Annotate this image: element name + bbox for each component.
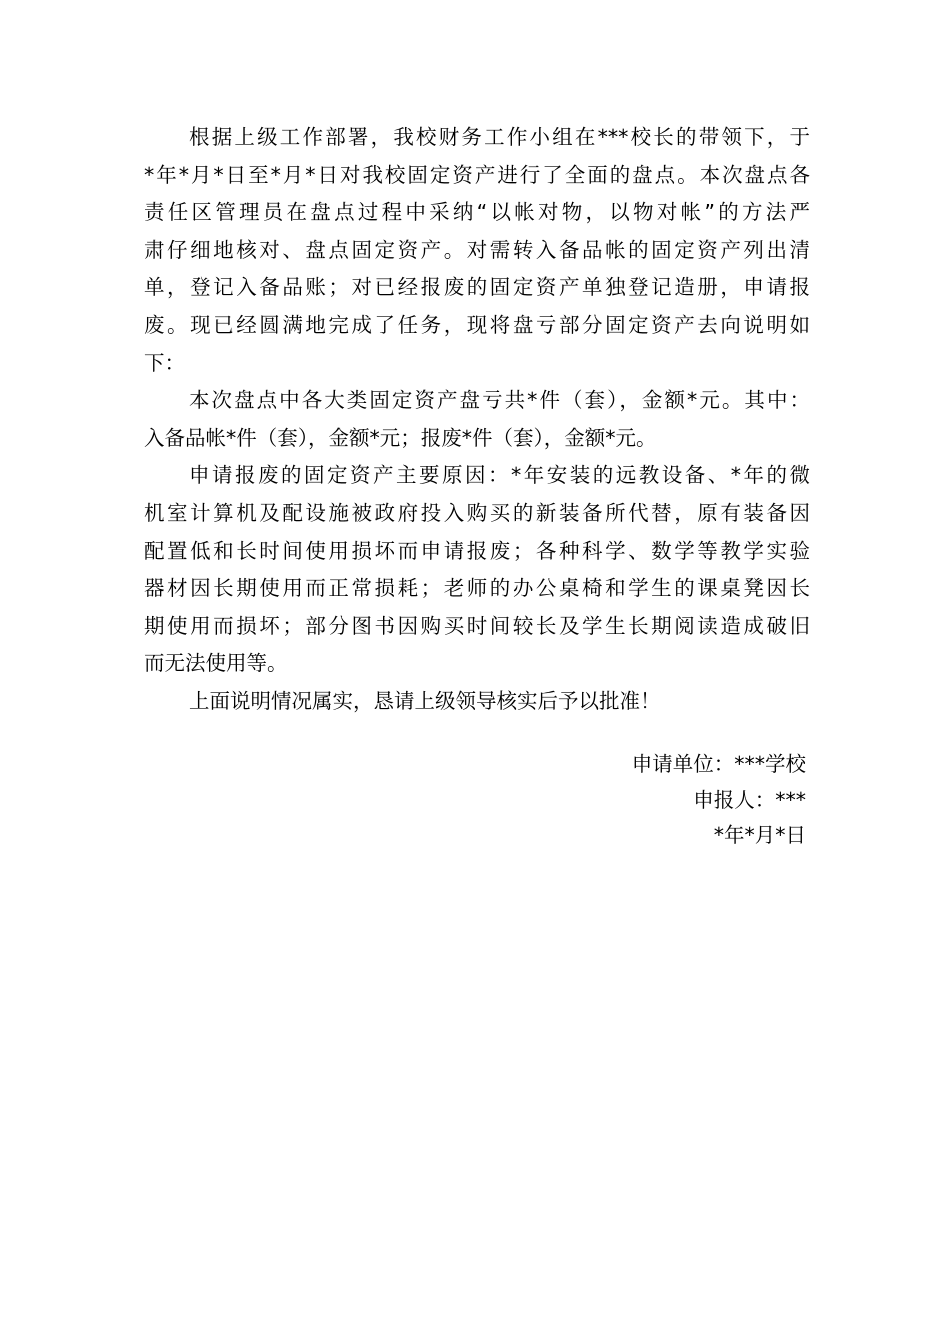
paragraph-line: *年*月*日至*月*日对我校固定资产进行了全面的盘点。本次盘点各 bbox=[144, 162, 810, 187]
paragraph-line: 上面说明情况属实，恳请上级领导核实后予以批准！ bbox=[189, 688, 661, 713]
paragraph-line: 单，登记入备品账；对已经报废的固定资产单独登记造册，申请报 bbox=[144, 275, 810, 300]
paragraph-inventory-intro bbox=[144, 119, 810, 382]
paragraph-line: 本次盘点中各大类固定资产盘亏共*件（套），金额*元。其中： bbox=[189, 388, 810, 413]
document-body bbox=[144, 119, 810, 721]
paragraph-line: 而无法使用等。 bbox=[144, 651, 288, 676]
signature-block bbox=[632, 747, 806, 854]
paragraph-scrap-reasons bbox=[144, 457, 810, 683]
paragraph-line: 责任区管理员在盘点过程中采纳“以帐对物，以物对帐”的方法严 bbox=[144, 200, 810, 225]
date: *年*月*日 bbox=[713, 823, 806, 847]
reporter: 申报人：*** bbox=[693, 787, 806, 812]
paragraph-line: 废。现已经圆满地完成了任务，现将盘亏部分固定资产去向说明如 bbox=[144, 312, 810, 337]
paragraph-line: 下： bbox=[144, 350, 185, 375]
paragraph-line: 机室计算机及配设施被政府投入购买的新装备所代替，原有装备因 bbox=[144, 500, 810, 525]
paragraph-inventory-loss bbox=[144, 382, 810, 457]
paragraph-line: 根据上级工作部署，我校财务工作小组在***校长的带领下，于 bbox=[189, 125, 810, 149]
paragraph-approval-request bbox=[144, 683, 810, 721]
applicant-unit: 申请单位：***学校 bbox=[631, 752, 806, 776]
paragraph-line: 入备品帐*件（套），金额*元；报废*件（套），金额*元。 bbox=[144, 425, 657, 450]
paragraph-line: 期使用而损坏；部分图书因购买时间较长及学生长期阅读造成破旧 bbox=[144, 613, 810, 638]
paragraph-line: 肃仔细地核对、盘点固定资产。对需转入备品帐的固定资产列出清 bbox=[144, 237, 810, 262]
paragraph-line: 配置低和长时间使用损坏而申请报废；各种科学、数学等教学实验 bbox=[144, 538, 810, 563]
paragraph-line: 申请报废的固定资产主要原因：*年安装的远教设备、*年的微 bbox=[189, 463, 810, 488]
paragraph-line: 器材因长期使用而正常损耗；老师的办公桌椅和学生的课桌凳因长 bbox=[144, 576, 810, 601]
